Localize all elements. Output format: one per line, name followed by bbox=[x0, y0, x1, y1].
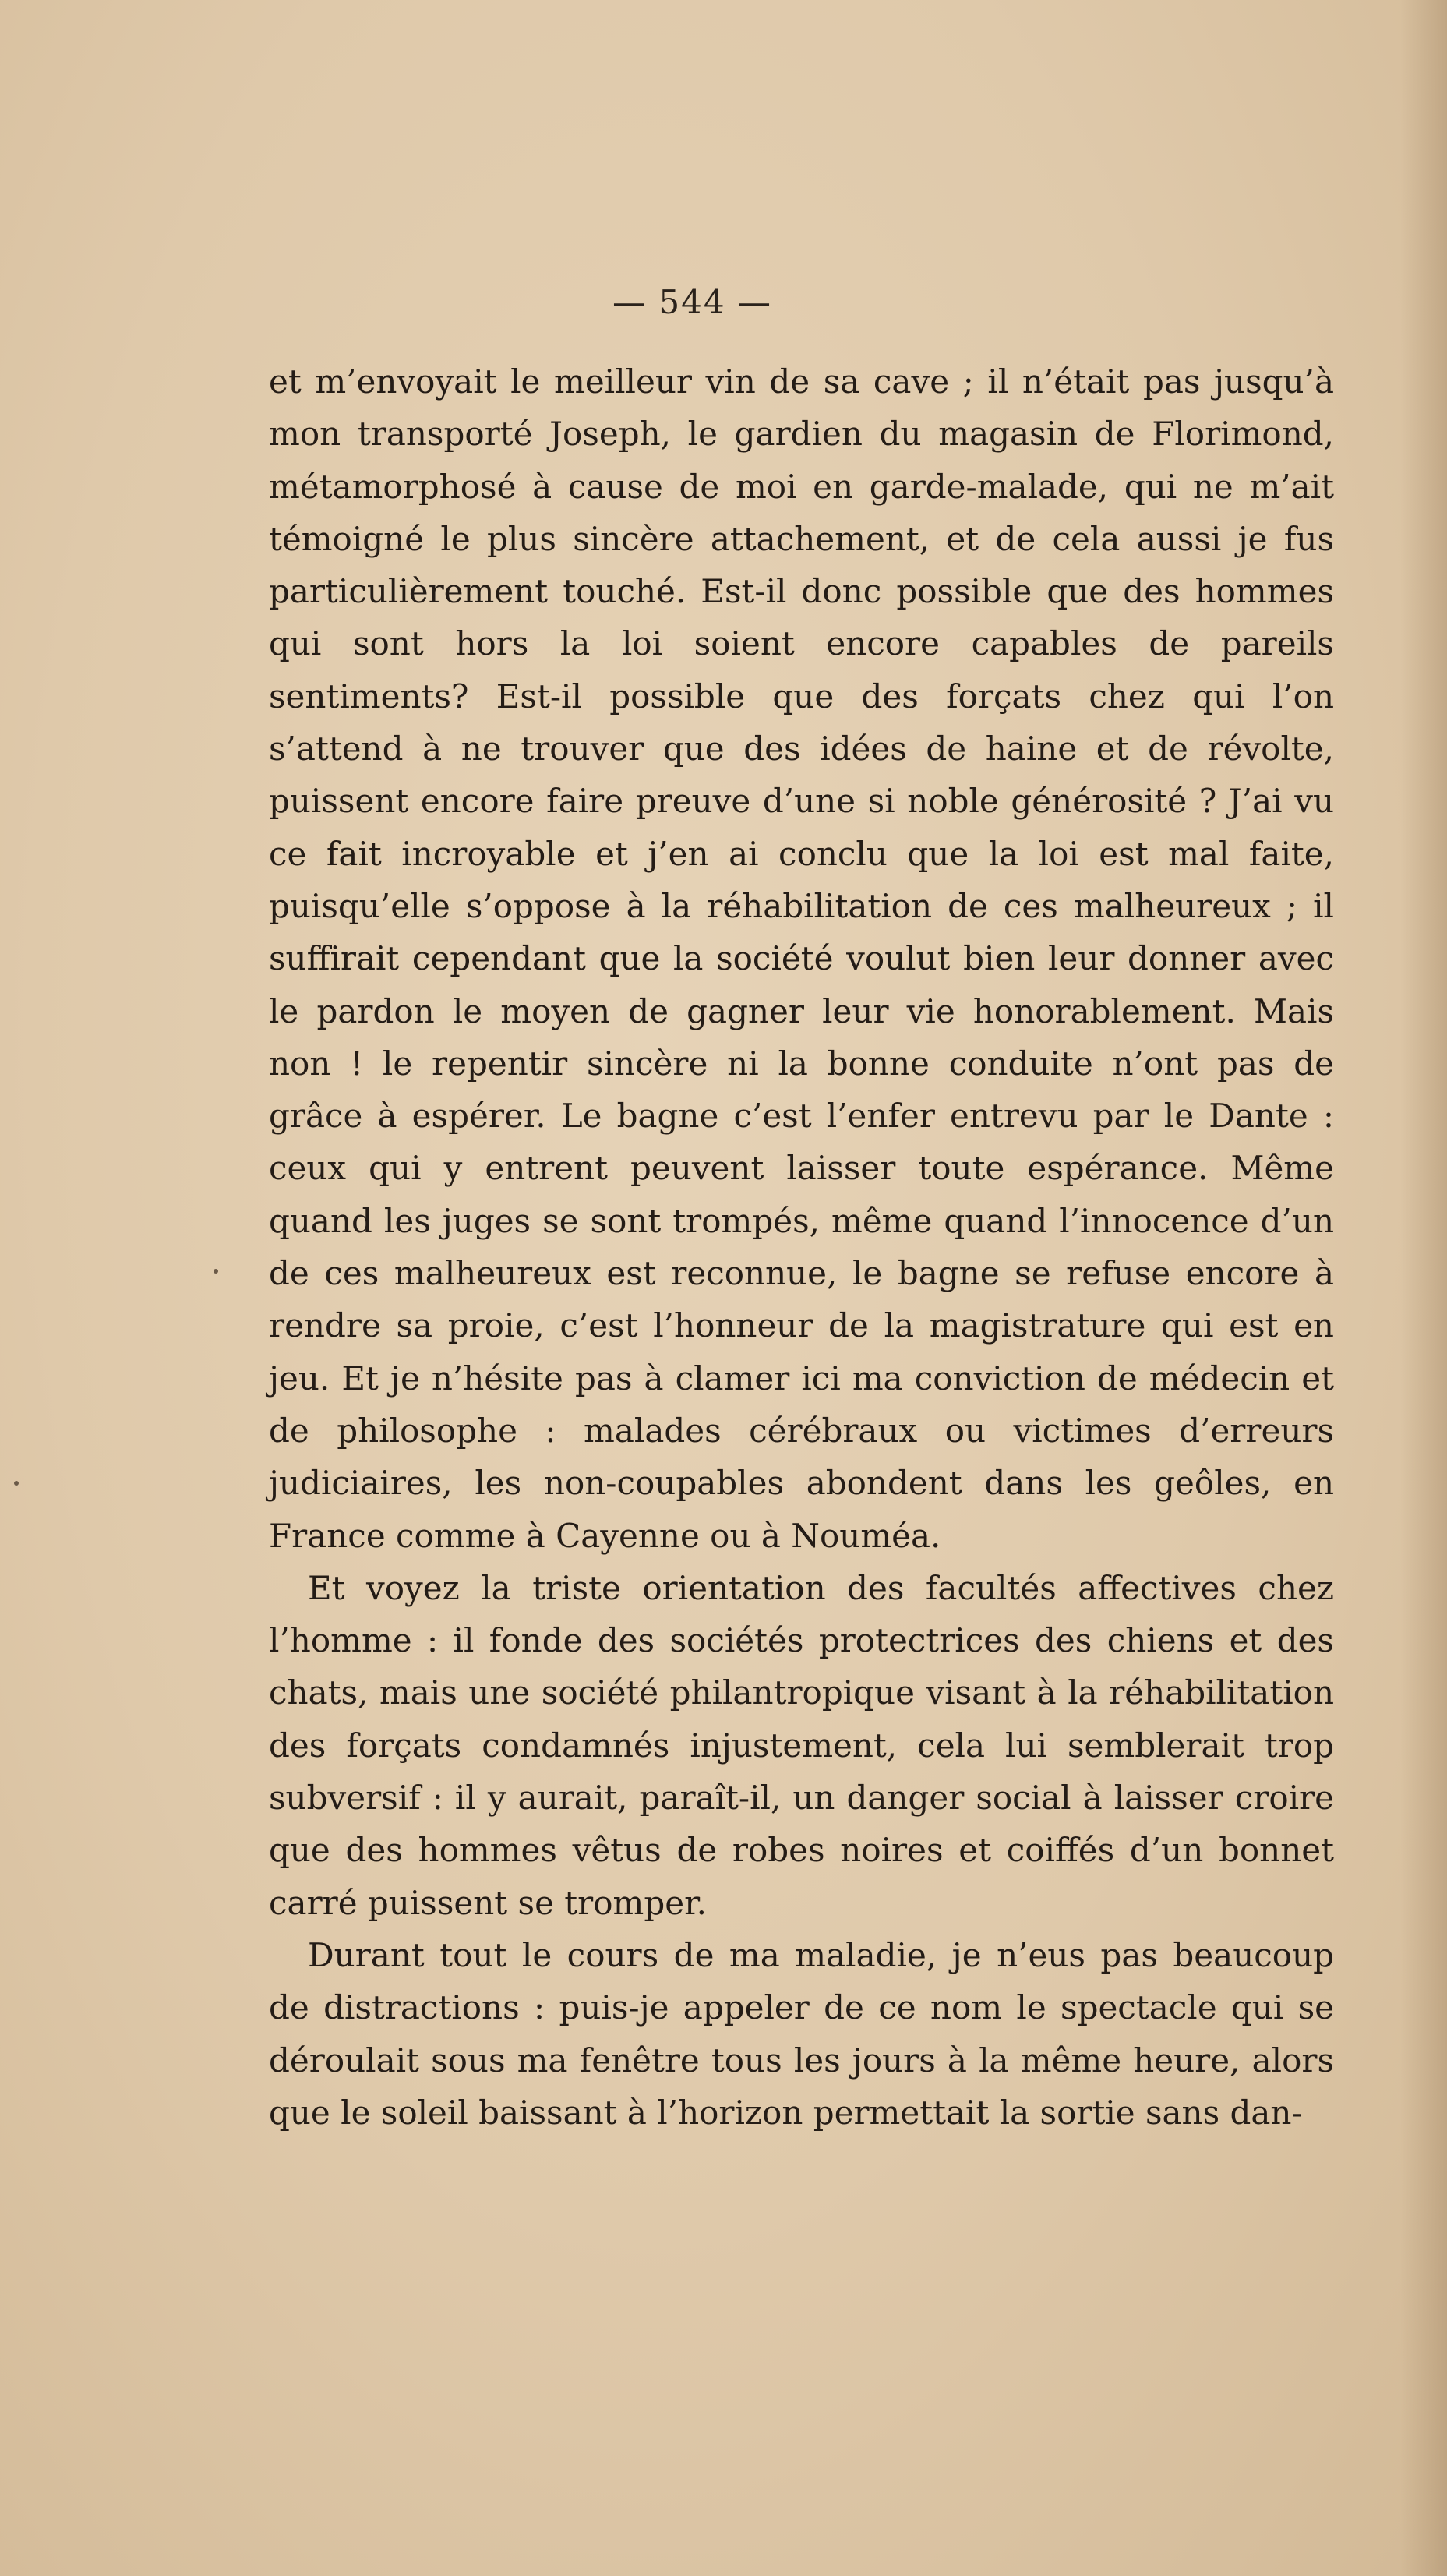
paragraph-1: et m’envoyait le meilleur vin de sa cave ; il n’était pas jusqu’à mon transporté Joseph, le gardien du magasin de Florimond, métamorphosé à cause de moi en garde-malade, qui ne m’ait témoigné le plus sincère attachement, et de cela aussi je fus particulièrement touché. Est-il donc possible que des hommes qui sont hors la loi soient encore capables de pareils sentiments? Est-il possible que des forçats chez qui l’on s’attend à ne trouver que des idées de haine et de révolte, puissent encore faire preuve d’une si noble générosité ? J’ai vu ce fait incroyable et j’en ai conclu que la loi est mal faite, puisqu’elle s’oppose à la réhabilitation de ces malheureux ; il suffirait cependant que la société voulut bien leur donner avec le pardon le moyen de gagner leur vie honorablement. Mais non ! le repentir sincère ni la bonne conduite n’ont pas de grâce à espérer. Le bagne c’est l’enfer entrevu par le Dante : ceux qui y entrent peuvent laisser toute espérance. Même quand les juges se sont trompés, même quand l’innocence d’un de ces malheureux est reconnue, le bagne se refuse encore à rendre sa proie, c’est l’honneur de la magistrature qui est en jeu. Et je n’hésite pas à clamer ici ma conviction de médecin et de philosophe : malades cérébraux ou victimes d’erreurs judiciaires, les non-coupables abondent dans les geôles, en France comme à Cayenne ou à Nouméa. bbox=[269, 362, 1334, 1555]
page-edge-shadow bbox=[1400, 0, 1447, 2576]
paragraph-2: Et voyez la triste orientation des facultés affectives chez l’homme : il fonde des sociétés protectrices des chiens et des chats, mais une société philantropique visant à la réhabilitation des forçats condamnés injustement, cela lui semblerait trop subversif : il y aurait, paraît-il, un danger social à laisser croire que des hommes vêtus de robes noires et coiffés d’un bonnet carré puissent se tromper. bbox=[269, 1568, 1334, 1922]
paper-speck bbox=[214, 1269, 218, 1274]
paragraph-3: Durant tout le cours de ma maladie, je n’eus pas beaucoup de distractions : puis-je appeler de ce nom le spectacle qui se déroulait sous ma fenêtre tous les jours à la même heure, alors que le soleil baissant à l’horizon permettait la sortie sans dan- bbox=[269, 1935, 1334, 2132]
body-text bbox=[269, 355, 1334, 2139]
paper-speck bbox=[14, 1481, 19, 1486]
page-number: — 544 — bbox=[612, 283, 772, 321]
